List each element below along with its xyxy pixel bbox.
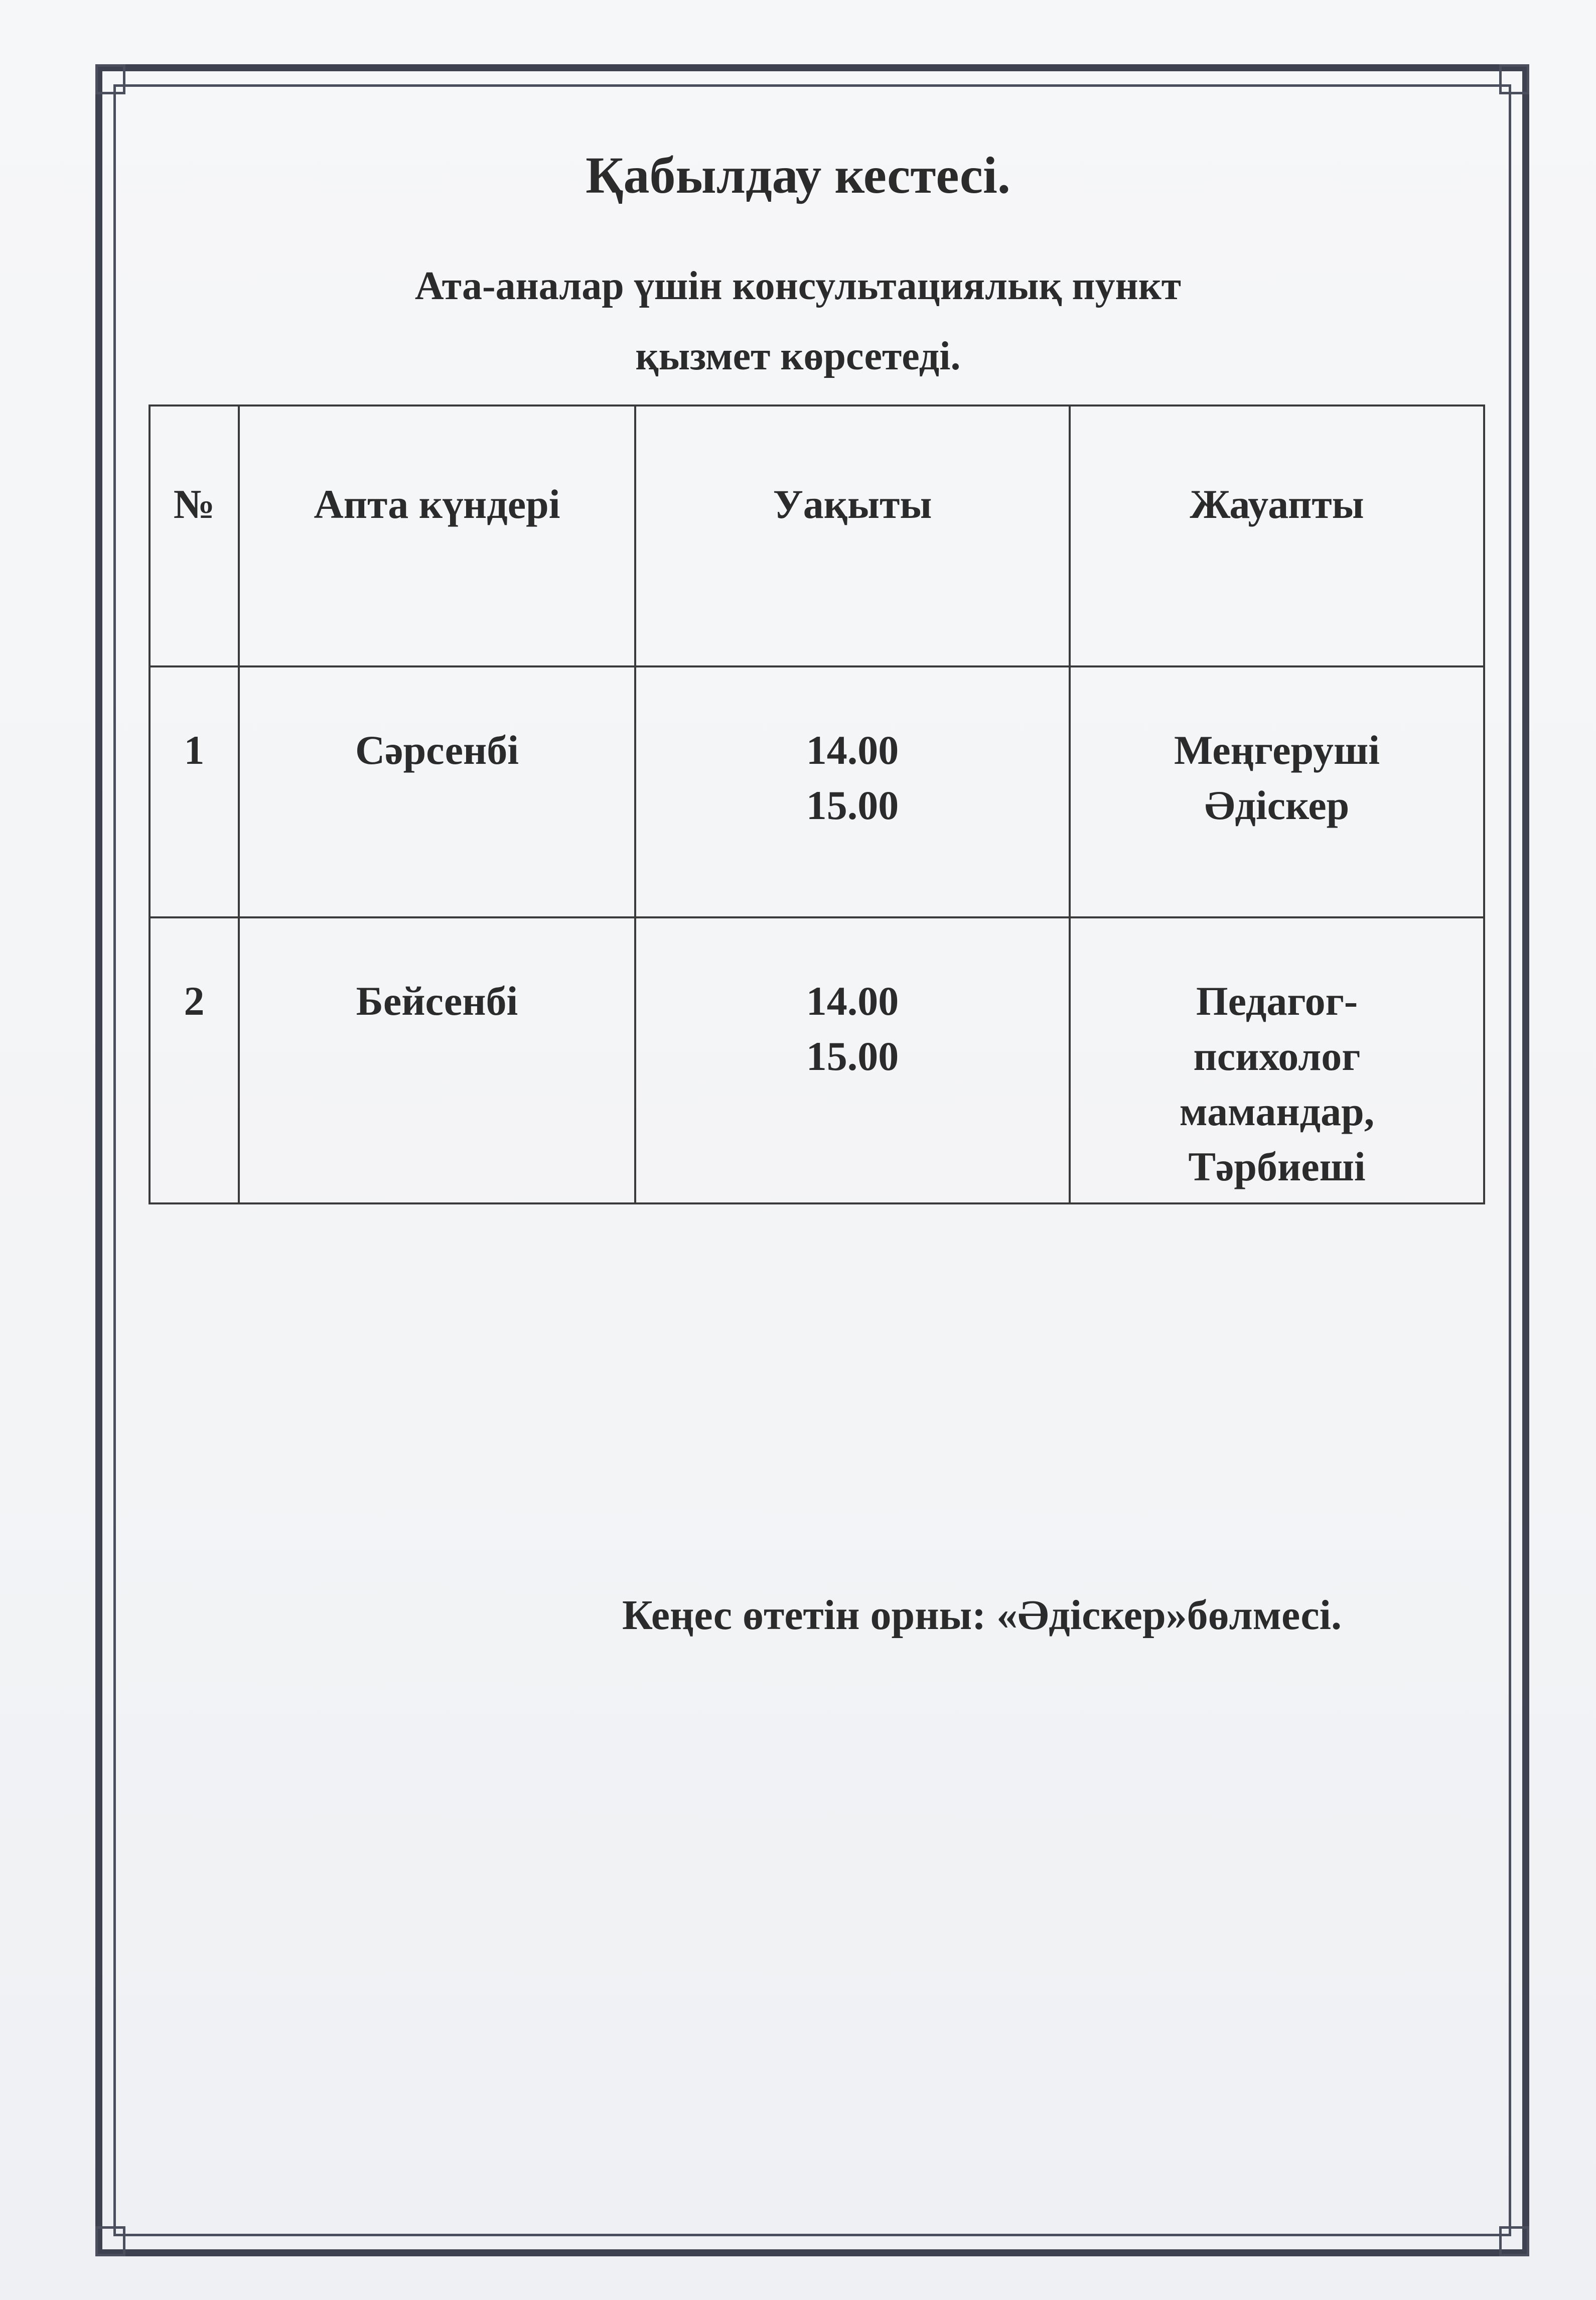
consultation-location-note: Кеңес өтетін орны: «Әдіскер»бөлмесі. xyxy=(622,1592,1342,1639)
time-values: 14.00 15.00 xyxy=(806,978,899,1079)
border-corner-ornament xyxy=(1499,64,1529,94)
border-corner-ornament xyxy=(1499,2226,1529,2256)
cell-responsible xyxy=(1070,666,1484,917)
table-row xyxy=(150,666,1484,917)
border-corner-ornament xyxy=(95,64,125,94)
document-title: Қабылдау кестесі. xyxy=(586,147,1010,204)
schedule-table xyxy=(149,404,1485,1204)
table-row xyxy=(150,917,1484,1203)
cell-time xyxy=(635,666,1070,917)
column-header-number: № xyxy=(150,405,239,666)
responsible-values: Меңгеруші Әдіскер xyxy=(1174,727,1380,828)
cell-time xyxy=(635,917,1070,1203)
time-values: 14.00 15.00 xyxy=(806,727,899,828)
document-subtitle: Ата-аналар үшін консультациялық пункт қызмет көрсетеді. xyxy=(414,264,1182,378)
cell-number: 1 xyxy=(150,666,239,917)
column-header-responsible: Жауапты xyxy=(1070,405,1484,666)
cell-number: 2 xyxy=(150,917,239,1203)
cell-weekday: Бейсенбі xyxy=(239,917,635,1203)
column-header-time: Уақыты xyxy=(635,405,1070,666)
cell-responsible xyxy=(1070,917,1484,1203)
table-header-row xyxy=(150,405,1484,666)
cell-weekday: Сәрсенбі xyxy=(239,666,635,917)
border-corner-ornament xyxy=(95,2226,125,2256)
responsible-values: Педагог- психолог мамандар, Тәрбиеші xyxy=(1179,978,1375,1189)
column-header-weekday: Апта күндері xyxy=(239,405,635,666)
